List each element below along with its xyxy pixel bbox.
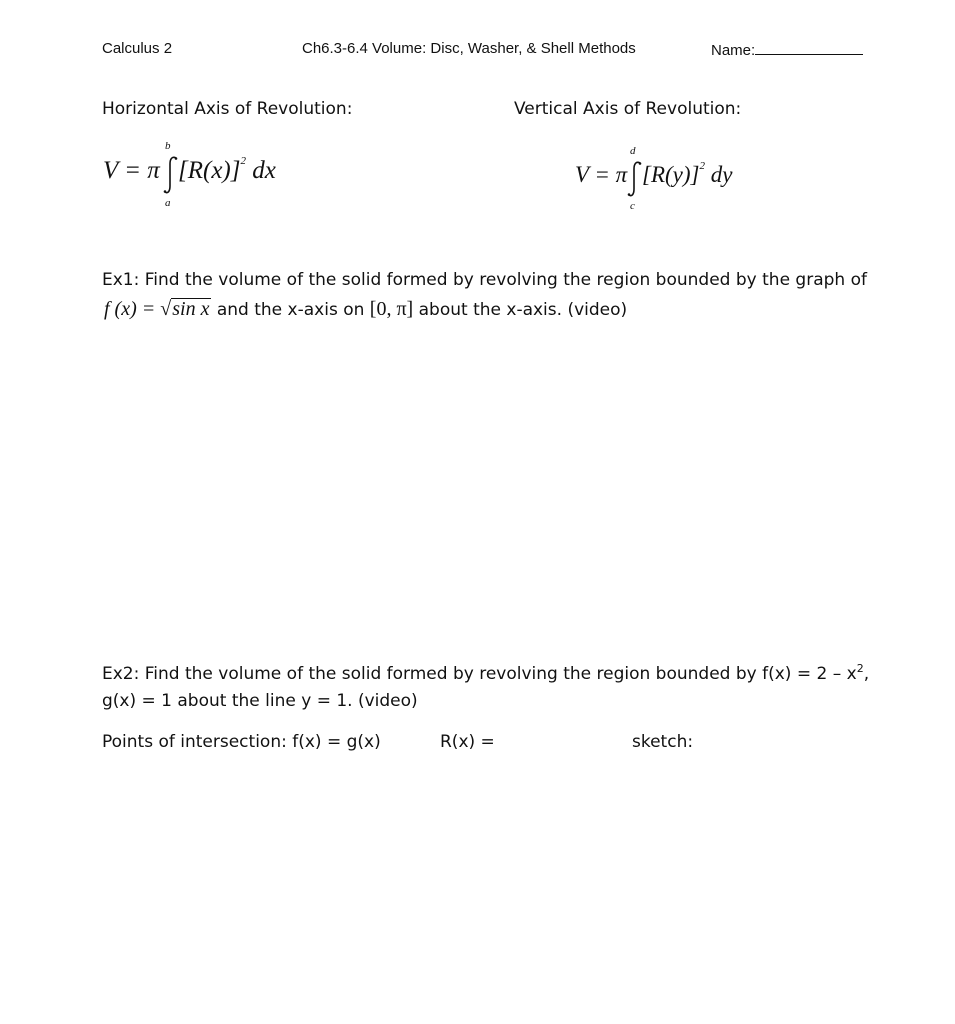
- ex2-exponent: 2: [856, 662, 864, 675]
- name-blank: [755, 40, 863, 55]
- ex1-end-text: about the x-axis. (video): [413, 300, 628, 320]
- chapter-title: Ch6.3-6.4 Volume: Disc, Washer, & Shell Methods: [302, 40, 636, 57]
- radius-label: R(x) =: [440, 732, 495, 752]
- ex2-line1-text: Ex2: Find the volume of the solid formed by revolving the region bounded by f(x) = 2 – x: [102, 664, 857, 684]
- ex1-function: [104, 298, 211, 320]
- vertical-lower-limit: c: [630, 200, 635, 212]
- horizontal-exponent: 2: [240, 155, 246, 167]
- vertical-formula-lhs: V = π: [575, 162, 628, 187]
- horizontal-axis-title: Horizontal Axis of Revolution:: [102, 99, 353, 119]
- name-label: Name:: [711, 42, 756, 59]
- ex1-function-lhs: f (x) =: [104, 298, 161, 320]
- ex2-prompt-line2: g(x) = 1 about the line y = 1. (video): [102, 691, 418, 711]
- sqrt-symbol: √: [160, 298, 172, 320]
- horizontal-formula-body: [178, 157, 276, 185]
- ex1-mid-text: and the x-axis on: [211, 300, 370, 320]
- name-field: [711, 40, 863, 59]
- vertical-formula-body: [642, 162, 732, 188]
- vertical-axis-title: Vertical Axis of Revolution:: [514, 99, 742, 119]
- horizontal-integrand: [R(x)]: [178, 157, 241, 184]
- ex2-prompt-line1: [102, 664, 869, 684]
- ex1-radicand: sin x: [172, 298, 210, 320]
- horizontal-formula-lhs: V = π: [103, 157, 160, 184]
- horizontal-lower-limit: a: [165, 197, 171, 209]
- vertical-exponent: 2: [699, 160, 705, 172]
- ex1-interval: [0, π]: [369, 298, 414, 320]
- ex2-line1-comma: ,: [863, 664, 870, 684]
- vertical-integrand: [R(y)]: [642, 162, 700, 187]
- course-label: Calculus 2: [102, 40, 173, 57]
- points-of-intersection-label: Points of intersection: f(x) = g(x): [102, 732, 381, 752]
- horizontal-upper-limit: b: [165, 140, 171, 152]
- horizontal-differential: dx: [252, 157, 276, 184]
- sketch-label: sketch:: [632, 732, 694, 752]
- vertical-upper-limit: d: [630, 145, 636, 157]
- ex1-prompt-line1: Ex1: Find the volume of the solid formed by revolving the region bounded by the graph of: [102, 270, 867, 290]
- ex1-prompt-line2: [104, 298, 627, 321]
- vertical-differential: dy: [710, 162, 733, 187]
